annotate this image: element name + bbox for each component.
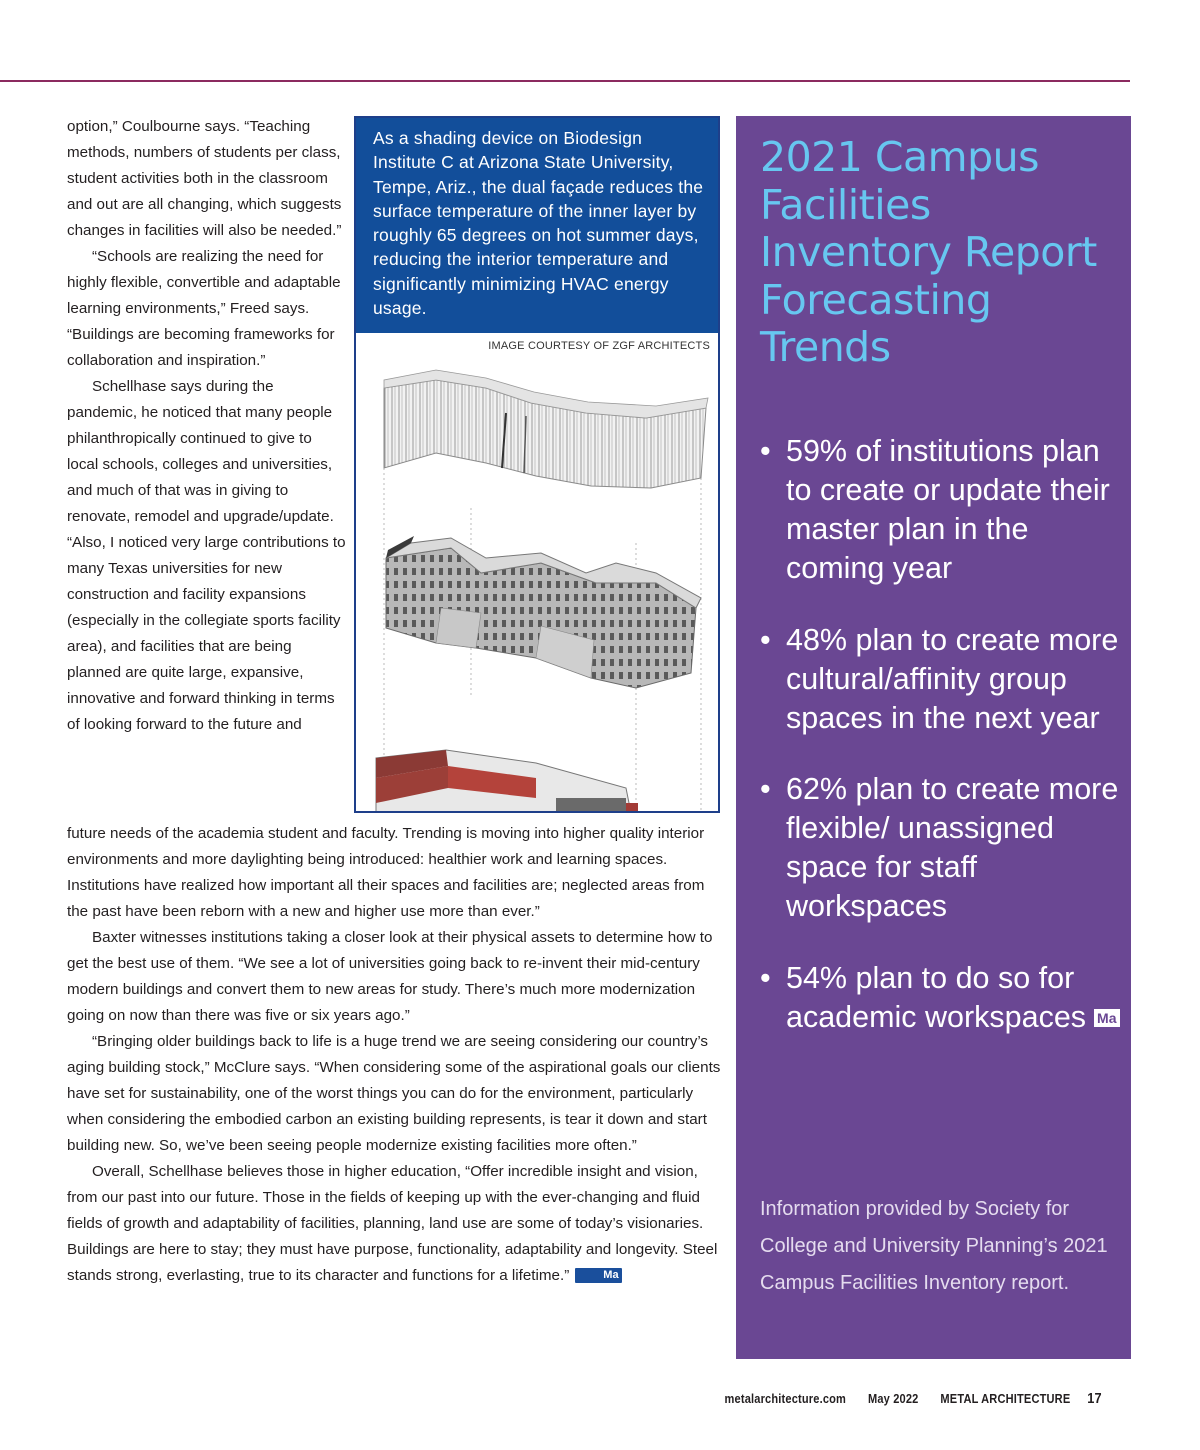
article-paragraph: Schellhase says during the pandemic, he noticed that many people philanthropically continued to give to local schools, colleges and universities, and much of that was in giving to renovate, remodel and upgrade/update. “Also, I noticed very large contributions to many Texas universities for new construction and facility expansions (especially in the collegiate sports facility area), and facilities that are being planned are quite large, expansive, innovative and forward thinking in terms of looking forward to the future and [67,378,346,733]
header-rule [0,80,1130,82]
article-paragraph-text: Overall, Schellhase believes those in higher education, “Offer incredible insight and vision, from our past into our future. Those in the fields of keeping up with the ever-changing and fluid fields of growth and adaptability of facilities, planning, land use are some of today’s visionaries. Buildings are here to stay; they must have purpose, functionality, adaptability and longevity. Steel stands strong, everlasting, true to its character and functions for a lifetime.” [67,1163,718,1284]
article-paragraph-last [67,1159,727,1289]
bullet-text: 59% of institutions plan to create or update their master plan in the coming year [786,434,1110,585]
exploded-axonometric-drawing [356,358,718,813]
image-credit: IMAGE COURTESY OF ZGF ARCHITECTS [488,340,710,352]
bullet-text: 54% plan to do so for academic workspaces [786,960,1087,1034]
bullet-icon: • [760,434,771,468]
sidebar-bullet-item [760,432,1125,588]
article-paragraph: “Schools are realizing the need for highly flexible, convertible and adaptable learning environments,” Freed says. “Buildings are becoming frameworks for collaboration and inspiration.” [67,248,341,369]
ma-end-logo: Ma [575,1268,621,1283]
bullet-icon: • [760,960,771,995]
figure-biodesign-institute [354,116,720,813]
sidebar-title: 2021 Campus Facilities Inventory Report Forecasting Trends [760,133,1097,371]
sidebar-bullet-item [760,621,1125,738]
article-paragraph: “Bringing older buildings back to life is a huge trend we are seeing considering our country’s aging building stock,” McClure says. “When considering some of the aspirational goals our clients have set for sustainability, one of the worst things you can do for the environment, particularly when considering the embodied carbon an existing building represents, is tear it down and start building new. So, we’ve been seeing people modernize existing facilities more often.” [67,1033,721,1154]
figure-caption: As a shading device on Biodesign Institute C at Arizona State University, Tempe, Ariz., the dual façade reduces the surface temperature of the inner layer by roughly 65 degrees on hot summer days, reducing the interior temperature and significantly minimizing HVAC energy usage. [356,118,718,333]
bullet-icon: • [760,772,771,806]
article-column-narrow [67,114,347,738]
sidebar-bullet-item [760,770,1125,926]
footer-magazine-name: METAL ARCHITECTURE [940,1391,1071,1406]
article-paragraph: future needs of the academia student and faculty. Trending is moving into higher quality interior environments and more daylighting being introduced: healthier work and learning spaces. Institutions have realized how important all their spaces and facilities are; neglected areas from the past have been reborn with a new and higher use more than ever.” [67,825,705,920]
footer-website: metalarchitecture.com [724,1391,847,1406]
bullet-text: 62% plan to create more flexible/ unassigned space for staff workspaces [786,772,1119,923]
article-column-wide [67,821,727,1289]
bullet-text: 48% plan to create more cultural/affinity group spaces in the next year [786,622,1119,735]
sidebar-source-note: Information provided by Society for College and University Planning’s 2021 Campus Facilities Inventory report. [760,1198,1108,1294]
article-paragraph: Baxter witnesses institutions taking a closer look at their physical assets to determine how to get the best use of them. “We see a lot of universities going back to re-invent their mid-century modern buildings and convert them to new areas for study. There’s much more modernization going on now than there was five or six years ago.” [67,929,713,1024]
ma-logo-icon: Ma [1094,1009,1119,1027]
page-number: 17 [1087,1390,1102,1407]
sidebar-bullet-list [760,432,1125,1069]
article-paragraph: option,” Coulbourne says. “Teaching methods, numbers of students per class, student activities both in the classroom and out are all changing, which suggests changes in facilities will also be needed.” [67,118,342,239]
page-footer [706,1390,1102,1407]
sidebar-bullet-item [760,959,1125,1037]
bullet-icon: • [760,622,771,657]
sidebar-campus-trends [736,116,1131,1359]
footer-issue-date: May 2022 [868,1391,919,1406]
